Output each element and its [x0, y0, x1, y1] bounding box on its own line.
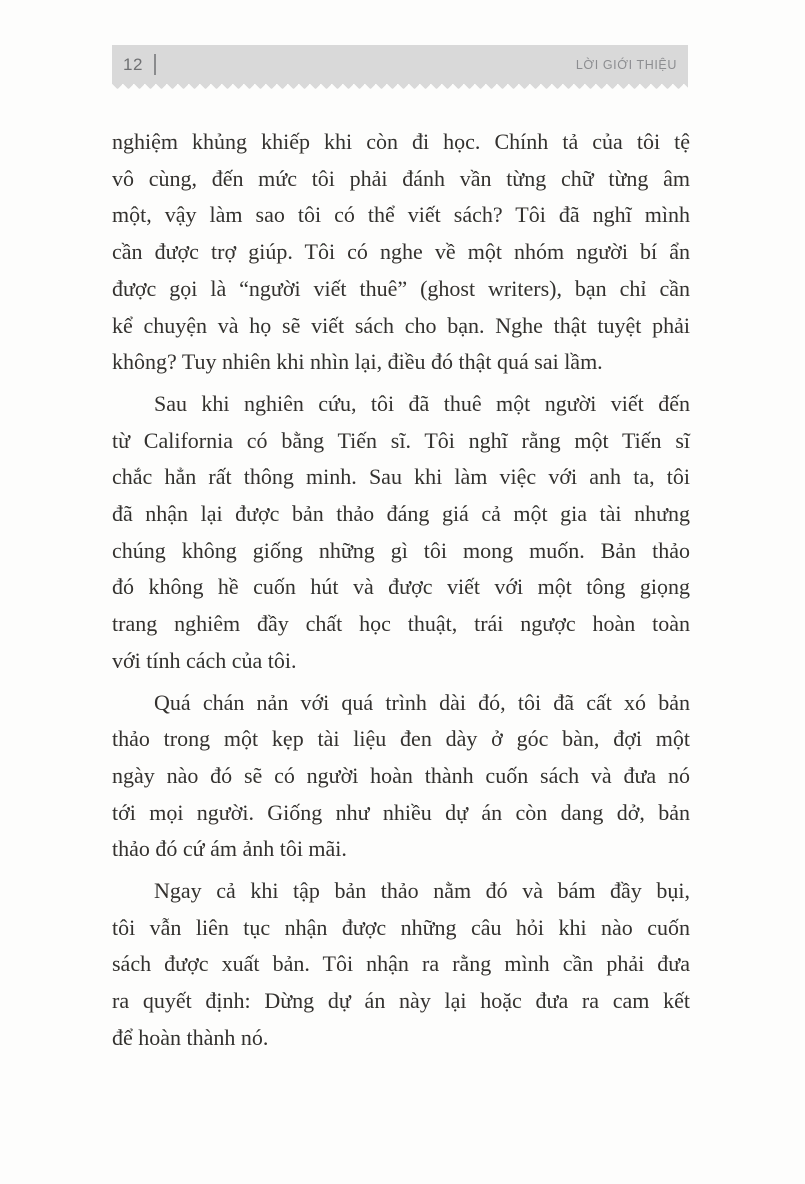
text-line: ngày nào đó sẽ có người hoàn thành cuốn sách và đưa nó: [112, 762, 690, 788]
text-line: đó không hề cuốn hút và được viết với một tông giọng: [112, 574, 690, 600]
text-line: cần được trợ giúp. Tôi có nghe về một nhóm người bí ẩn: [112, 239, 690, 265]
paragraph: [112, 124, 690, 381]
text-line: thảo đó cứ ám ảnh tôi mãi.: [112, 836, 347, 862]
header-zigzag-edge: [112, 84, 688, 89]
text-line: đã nhận lại được bản thảo đáng giá cả một gia tài nhưng: [112, 501, 690, 527]
paragraph: [112, 685, 690, 869]
text-line: từ California có bằng Tiến sĩ. Tôi nghĩ rằng một Tiến sĩ: [112, 427, 690, 453]
text-line: để hoàn thành nó.: [112, 1024, 269, 1050]
page-number: 12: [123, 54, 143, 74]
text-line: chúng không giống những gì tôi mong muốn. Bản thảo: [112, 537, 690, 563]
text-line: với tính cách của tôi.: [112, 647, 297, 673]
text-line: tới mọi người. Giống như nhiều dự án còn dang dở, bản: [112, 799, 690, 825]
text-line: sách được xuất bản. Tôi nhận ra rằng mình cần phải đưa: [112, 951, 690, 977]
text-line: ra quyết định: Dừng dự án này lại hoặc đưa ra cam kết: [112, 988, 690, 1014]
text-line: thảo trong một kẹp tài liệu đen dày ở góc bàn, đợi một: [112, 726, 690, 752]
text-line: Quá chán nản với quá trình dài đó, tôi đã cất xó bản: [154, 689, 690, 715]
text-line: không? Tuy nhiên khi nhìn lại, điều đó thật quá sai lầm.: [112, 349, 603, 375]
text-line: Sau khi nghiên cứu, tôi đã thuê một người viết đến: [154, 390, 690, 416]
paragraph: [112, 873, 690, 1057]
text-line: một, vậy làm sao tôi có thể viết sách? Tôi đã nghĩ mình: [112, 202, 690, 228]
running-header: [112, 45, 688, 89]
text-line: Ngay cả khi tập bản thảo nằm đó và bám đầy bụi,: [154, 878, 690, 904]
header-bar: [112, 45, 688, 84]
text-line: kể chuyện và họ sẽ viết sách cho bạn. Nghe thật tuyệt phải: [112, 312, 690, 338]
text-line: tôi vẫn liên tục nhận được những câu hỏi khi nào cuốn: [112, 914, 690, 940]
text-line: trang nghiêm đầy chất học thuật, trái ngược hoàn toàn: [112, 611, 690, 637]
header-left: [123, 54, 156, 75]
text-line: nghiệm khủng khiếp khi còn đi học. Chính tả của tôi tệ: [112, 129, 690, 154]
text-line: được gọi là “người viết thuê” (ghost writers), bạn chỉ cần: [112, 275, 690, 301]
body-text: [112, 124, 690, 1057]
chapter-title: LỜI GIỚI THIỆU: [575, 57, 677, 72]
text-line: chắc hẳn rất thông minh. Sau khi làm việc với anh ta, tôi: [112, 464, 690, 490]
page-number-separator: [154, 54, 156, 75]
text-line: vô cùng, đến mức tôi phải đánh vần từng chữ từng âm: [112, 165, 690, 191]
paragraph: [112, 386, 690, 680]
